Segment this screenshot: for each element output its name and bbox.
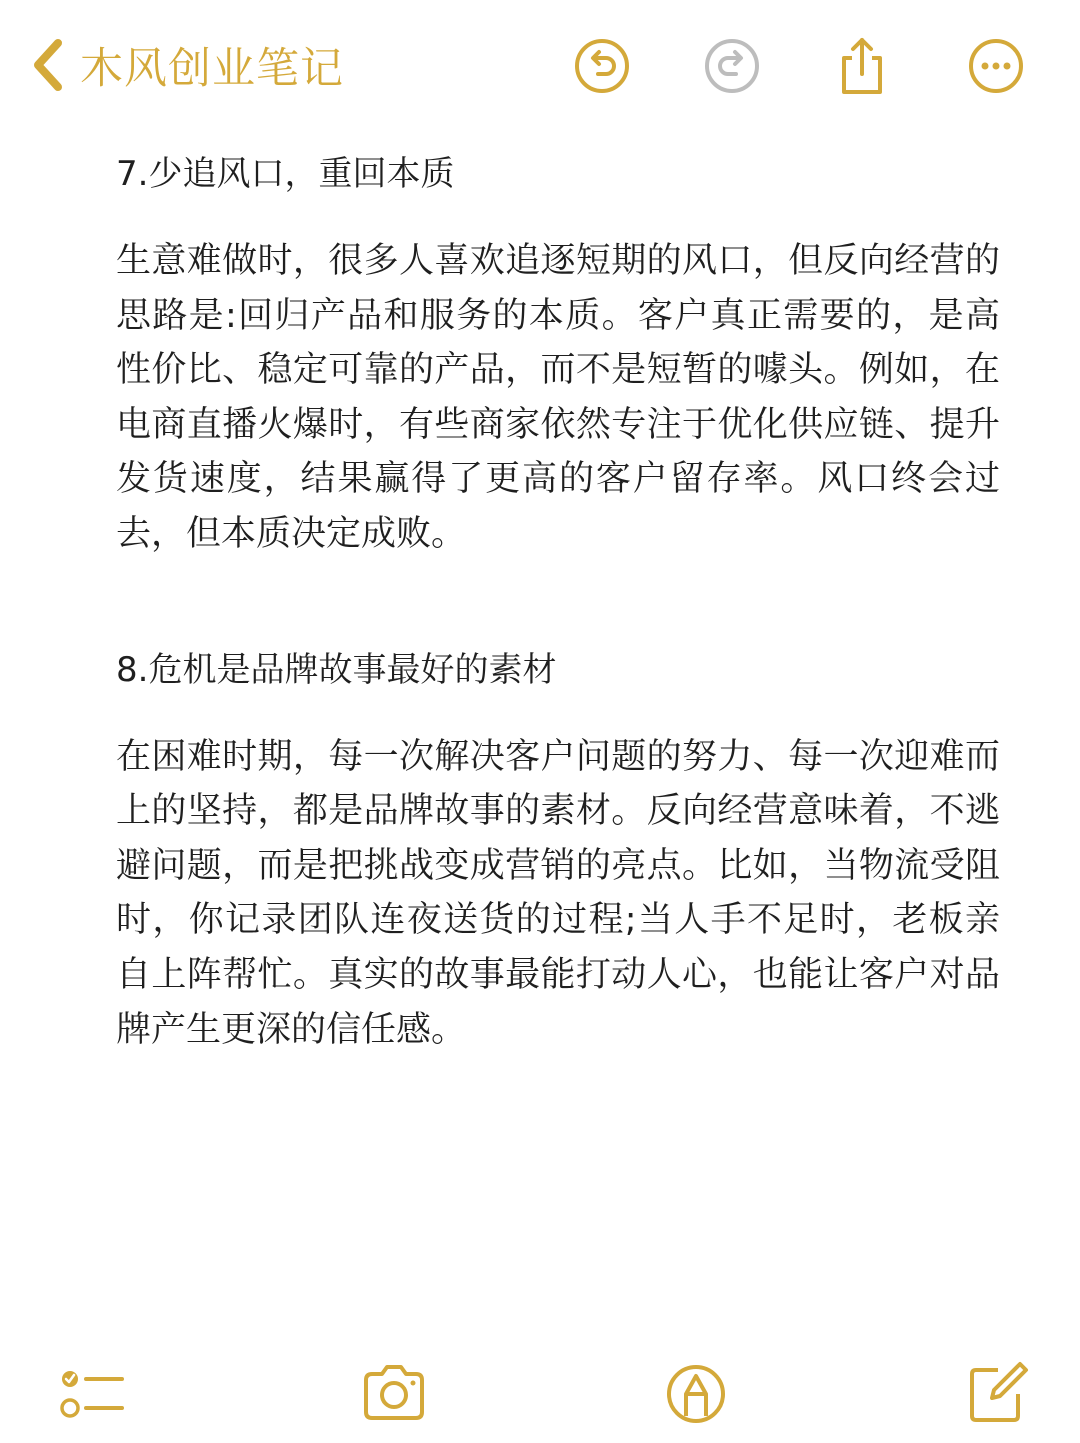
checklist-button[interactable] <box>56 1356 128 1428</box>
ellipsis-icon <box>966 36 1026 96</box>
compose-button[interactable] <box>962 1356 1034 1428</box>
back-button[interactable] <box>28 32 344 98</box>
section-paragraph: 生意难做时，很多人喜欢追逐短期的风口，但反向经营的思路是:回归产品和服务的本质。客户真正需要的，是高性价比、稳定可靠的产品，而不是短暂的噱头。例如，在电商直播火爆时，有些商家依然专注于优化供应链、提升发货速度，结果赢得了更高的客户留存率。风口终会过去，但本质决定成败。 <box>116 241 1000 554</box>
section-heading: 8.危机是品牌故事最好的素材 <box>116 649 557 690</box>
redo-button[interactable] <box>702 36 762 96</box>
markup-pen-icon <box>660 1356 732 1428</box>
camera-button[interactable] <box>358 1356 430 1428</box>
section-paragraph: 在困难时期，每一次解决客户问题的努力、每一次迎难而上的坚持，都是品牌故事的素材。反向经营意味着，不逃避问题，而是把挑战变成营销的亮点。比如，当物流受阻时，你记录团队连夜送货的过程;当人手不足时，老板亲自上阵帮忙。真实的故事最能打动人心，也能让客户对品牌产生更深的信任感。 <box>116 736 1000 1050</box>
undo-icon <box>572 36 632 96</box>
section-heading: 7.少追风口，重回本质 <box>116 154 455 194</box>
camera-icon <box>358 1356 430 1428</box>
chevron-left-icon <box>28 35 68 95</box>
bottom-toolbar <box>0 1350 1080 1430</box>
markup-button[interactable] <box>660 1356 732 1428</box>
redo-icon <box>702 36 762 96</box>
share-button[interactable] <box>832 36 892 96</box>
note-body[interactable] <box>116 146 1000 1057</box>
top-navigation-bar <box>0 0 1080 130</box>
compose-icon <box>962 1356 1034 1428</box>
share-icon <box>832 36 892 96</box>
more-button[interactable] <box>966 36 1026 96</box>
undo-button[interactable] <box>572 36 632 96</box>
back-label: 木风创业笔记 <box>80 43 344 94</box>
checklist-icon <box>56 1356 128 1428</box>
